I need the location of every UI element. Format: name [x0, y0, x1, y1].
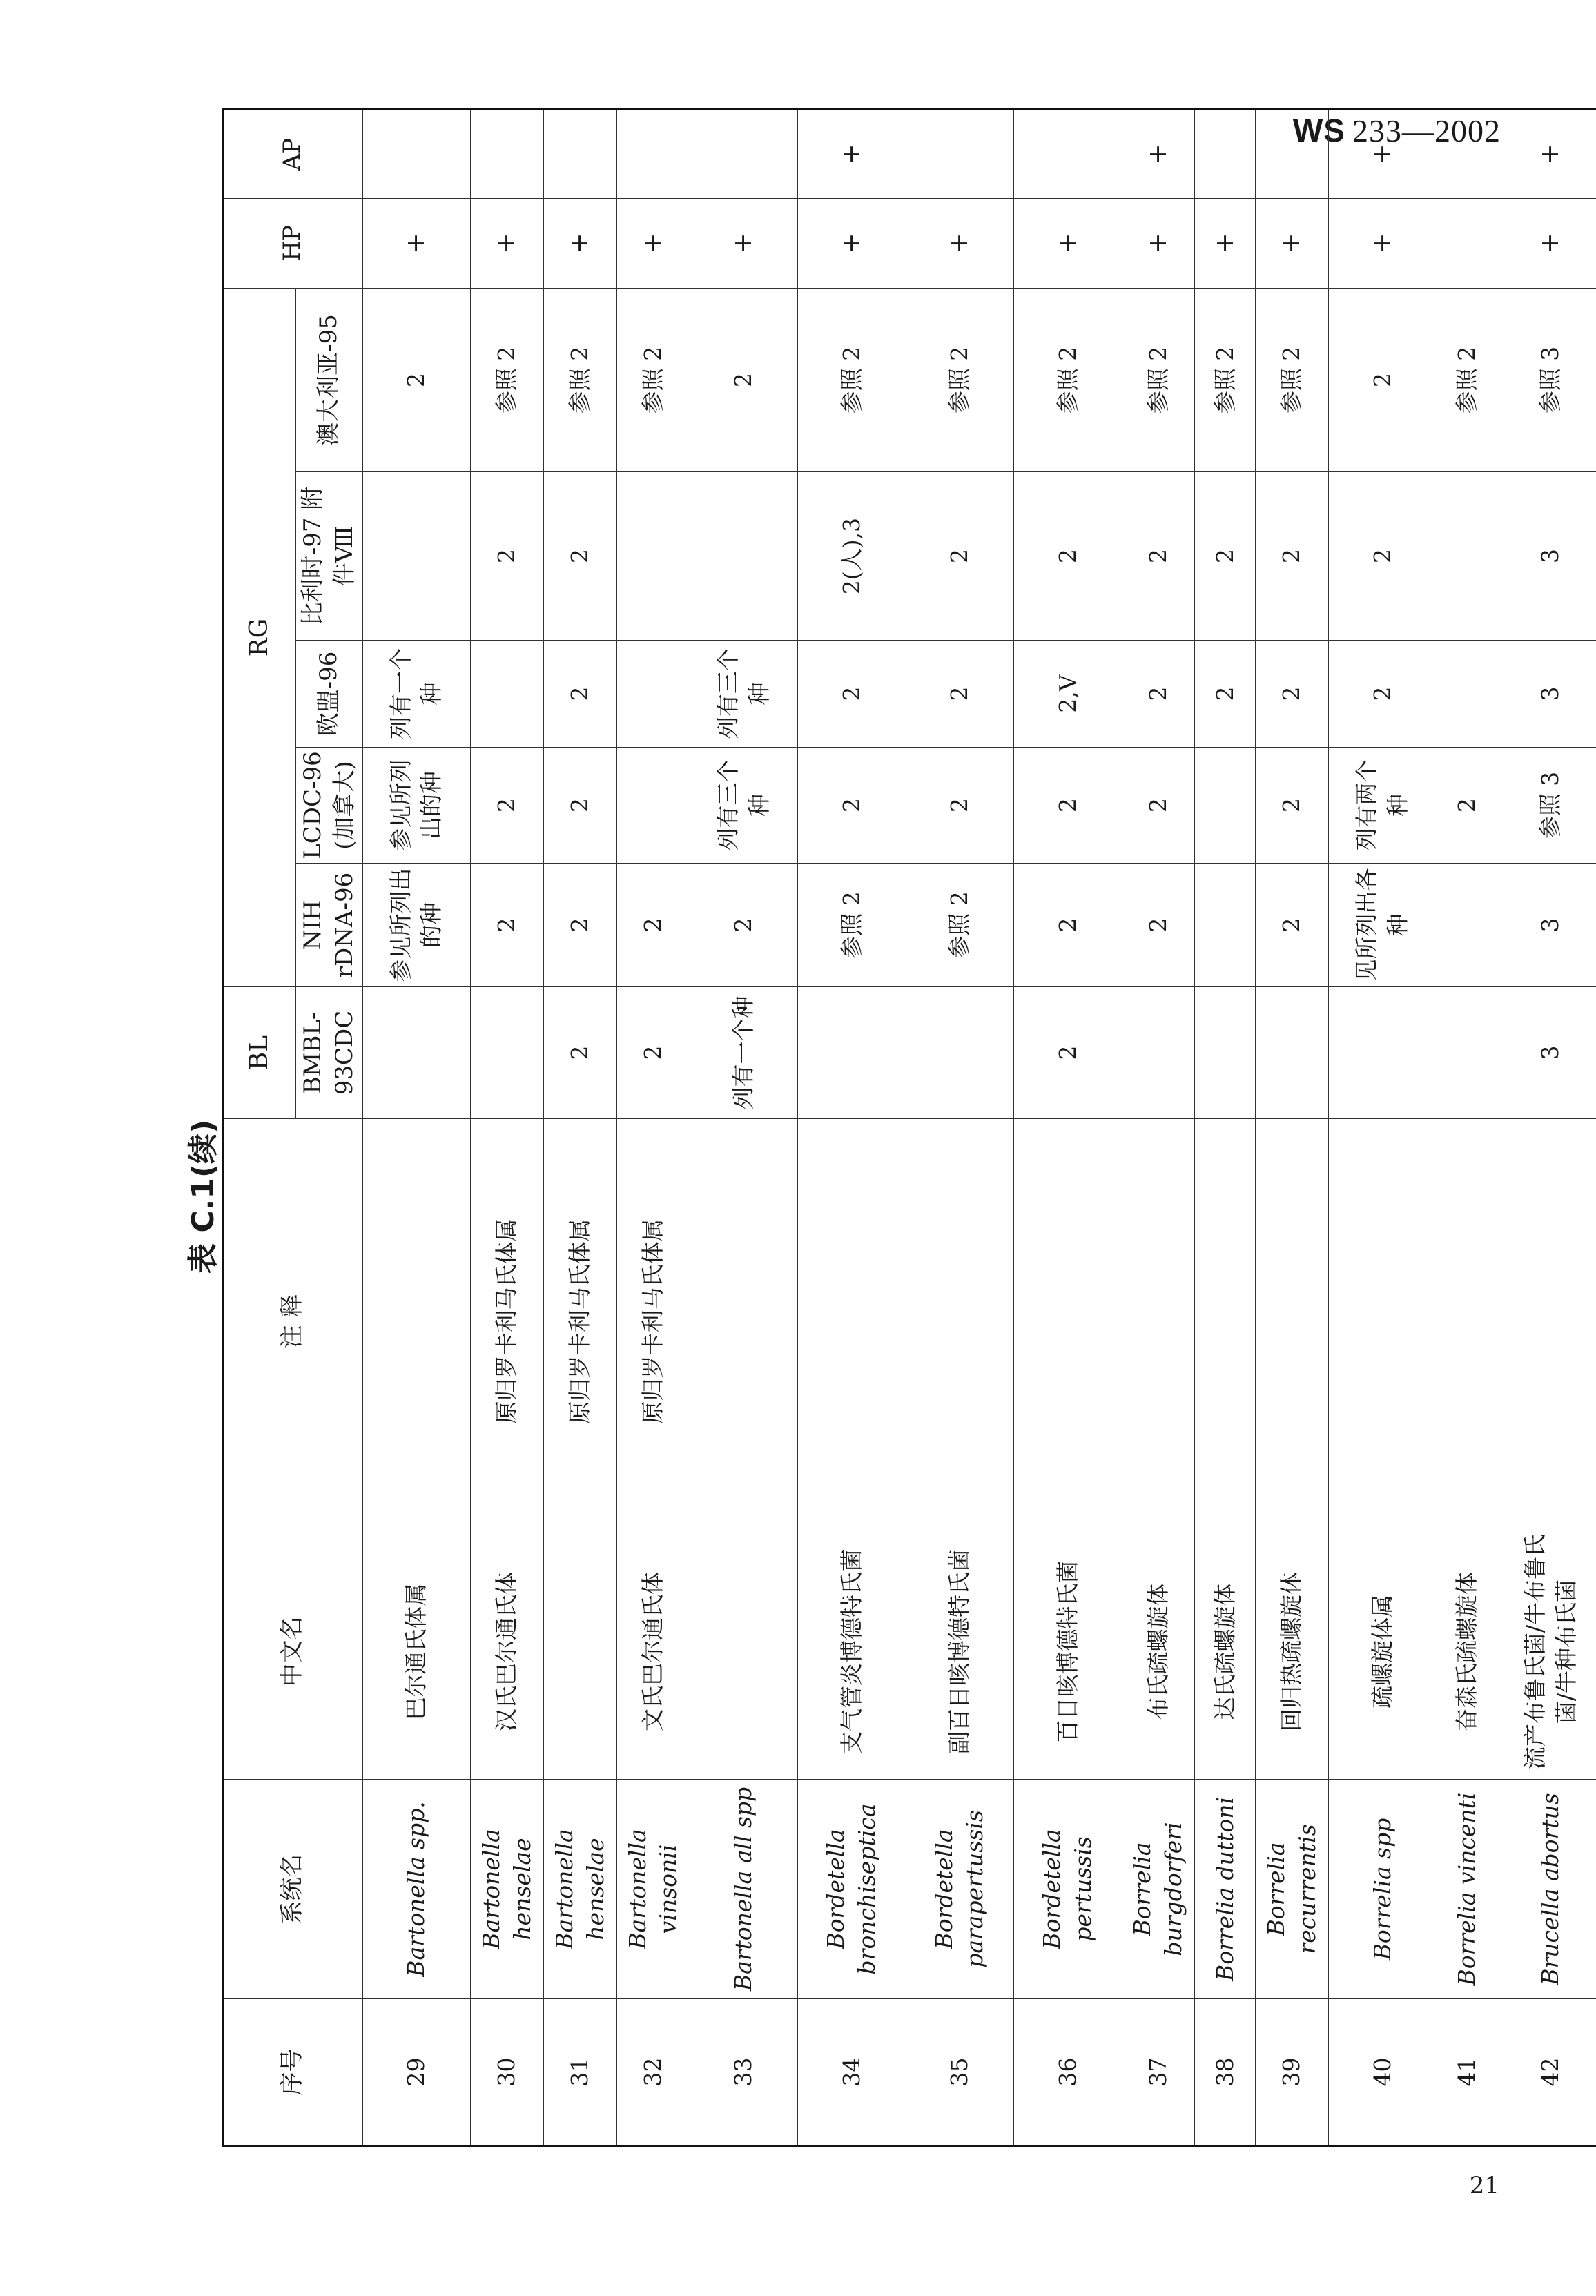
header-eu: 欧盟-96	[296, 641, 363, 748]
australia-cell: 2	[362, 288, 470, 471]
table-row	[1256, 109, 1329, 2146]
cn-name-cell: 百日咳博德特氏菌	[1014, 1524, 1122, 1780]
ap-cell	[1014, 109, 1122, 198]
ap-cell	[1195, 109, 1256, 198]
belgium-cell: 2	[906, 472, 1013, 641]
ap-cell	[690, 109, 797, 198]
eu-cell: 2	[544, 641, 617, 748]
lcdc-cell: 2	[1014, 748, 1122, 864]
sci-name-cell: Brucella abortus	[1497, 1780, 1596, 1999]
seq-cell: 36	[1014, 1999, 1122, 2146]
header-cn-name: 中文名	[223, 1524, 363, 1780]
cn-name-cell: 布氏疏螺旋体	[1122, 1524, 1195, 1780]
header-lcdc: LCDC-96 (加拿大)	[296, 748, 363, 864]
ap-cell	[906, 109, 1013, 198]
belgium-cell: 2	[1256, 472, 1329, 641]
seq-cell: 37	[1122, 1999, 1195, 2146]
belgium-cell: 2	[1014, 472, 1122, 641]
eu-cell	[616, 641, 690, 748]
lcdc-cell: 2	[1437, 748, 1497, 864]
note-cell	[906, 1119, 1013, 1524]
belgium-cell: 2	[544, 472, 617, 641]
seq-cell: 38	[1195, 1999, 1256, 2146]
eu-cell: 2	[1329, 641, 1437, 748]
cn-name-cell: 达氏疏螺旋体	[1195, 1524, 1256, 1780]
note-cell	[798, 1119, 906, 1524]
lcdc-cell: 2	[1122, 748, 1195, 864]
table-row	[616, 109, 690, 2146]
doc-code-number: 233—2002	[1352, 113, 1501, 148]
note-cell	[690, 1119, 797, 1524]
note-cell: 原归罗卡利马氏体属	[616, 1119, 690, 1524]
doc-code-prefix: WS	[1292, 113, 1345, 148]
lcdc-cell	[616, 748, 690, 864]
seq-cell: 35	[906, 1999, 1013, 2146]
belgium-cell	[690, 472, 797, 641]
hp-cell: +	[1122, 198, 1195, 288]
australia-cell: 参照 2	[1122, 288, 1195, 471]
bl-cell	[1256, 987, 1329, 1119]
australia-cell: 2	[1329, 288, 1437, 471]
note-cell	[1497, 1119, 1596, 1524]
eu-cell: 列有一个种	[362, 641, 470, 748]
belgium-cell: 2	[1329, 472, 1437, 641]
table-row	[1014, 109, 1122, 2146]
cn-name-cell: 副百日咳博德特氏菌	[906, 1524, 1013, 1780]
lcdc-cell: 2	[906, 748, 1013, 864]
bl-cell: 列有一个种	[690, 987, 797, 1119]
bl-cell: 2	[616, 987, 690, 1119]
nih-cell: 2	[616, 864, 690, 987]
sci-name-cell: Bartonella vinsonii	[616, 1780, 690, 1999]
ap-cell: +	[1122, 109, 1195, 198]
nih-cell: 2	[1256, 864, 1329, 987]
seq-cell: 40	[1329, 1999, 1437, 2146]
cn-name-cell: 文氏巴尔通氏体	[616, 1524, 690, 1780]
eu-cell	[1437, 641, 1497, 748]
sci-name-cell: Bordetella parapertussis	[906, 1780, 1013, 1999]
nih-cell: 2	[544, 864, 617, 987]
lcdc-cell: 2	[798, 748, 906, 864]
ap-cell	[544, 109, 617, 198]
eu-cell: 2	[1122, 641, 1195, 748]
header-rg: RG	[223, 288, 296, 986]
bl-cell	[1195, 987, 1256, 1119]
header-note: 注 释	[223, 1119, 363, 1524]
cn-name-cell: 疏螺旋体属	[1329, 1524, 1437, 1780]
bl-cell: 2	[1014, 987, 1122, 1119]
header-ap: AP	[223, 109, 363, 198]
australia-cell: 参照 3	[1497, 288, 1596, 471]
bl-cell: 3	[1497, 987, 1596, 1119]
nih-cell: 2	[1122, 864, 1195, 987]
header-australia: 澳大利亚-95	[296, 288, 363, 471]
hp-cell: +	[616, 198, 690, 288]
table-row	[1195, 109, 1256, 2146]
cn-name-cell	[544, 1524, 617, 1780]
sci-name-cell: Bartonella henselae	[544, 1780, 617, 1999]
data-table	[222, 108, 1596, 2147]
hp-cell	[1437, 198, 1497, 288]
belgium-cell: 2	[1122, 472, 1195, 641]
table-row	[906, 109, 1013, 2146]
table-row	[1122, 109, 1195, 2146]
eu-cell: 2,V	[1014, 641, 1122, 748]
hp-cell: +	[690, 198, 797, 288]
hp-cell: +	[362, 198, 470, 288]
sci-name-cell: Bordetella pertussis	[1014, 1780, 1122, 1999]
bl-cell	[471, 987, 544, 1119]
cn-name-cell	[690, 1524, 797, 1780]
header-seq: 序号	[223, 1999, 363, 2146]
table-caption: 表 C.1(续)	[186, 1119, 221, 1274]
note-cell	[1014, 1119, 1122, 1524]
hp-cell: +	[1497, 198, 1596, 288]
belgium-cell: 2(人),3	[798, 472, 906, 641]
nih-cell: 见所列出各种	[1329, 864, 1437, 987]
cn-name-cell: 支气管炎博德特氏菌	[798, 1524, 906, 1780]
nih-cell	[1437, 864, 1497, 987]
nih-cell: 3	[1497, 864, 1596, 987]
lcdc-cell: 2	[471, 748, 544, 864]
ap-cell	[362, 109, 470, 198]
nih-cell: 2	[690, 864, 797, 987]
ap-cell	[1437, 109, 1497, 198]
seq-cell: 32	[616, 1999, 690, 2146]
hp-cell: +	[471, 198, 544, 288]
note-cell	[1195, 1119, 1256, 1524]
eu-cell: 2	[1195, 641, 1256, 748]
sci-name-cell: Bordetella bronchiseptica	[798, 1780, 906, 1999]
rotated-table-block	[177, 110, 1596, 2147]
seq-cell: 33	[690, 1999, 797, 2146]
note-cell: 原归罗卡利马氏体属	[471, 1119, 544, 1524]
note-cell	[1122, 1119, 1195, 1524]
lcdc-cell: 列有两个种	[1329, 748, 1437, 864]
hp-cell: +	[1014, 198, 1122, 288]
note-cell	[1329, 1119, 1437, 1524]
belgium-cell: 2	[471, 472, 544, 641]
sci-name-cell: Bartonella spp.	[362, 1780, 470, 1999]
sci-name-cell: Borrelia burgdorferi	[1122, 1780, 1195, 1999]
page-number: 21	[1469, 2172, 1499, 2199]
belgium-cell	[1437, 472, 1497, 641]
cn-name-cell: 回归热疏螺旋体	[1256, 1524, 1329, 1780]
eu-cell	[471, 641, 544, 748]
hp-cell: +	[1195, 198, 1256, 288]
hp-cell: +	[1329, 198, 1437, 288]
belgium-cell	[616, 472, 690, 641]
australia-cell: 参照 2	[471, 288, 544, 471]
australia-cell: 参照 2	[1014, 288, 1122, 471]
australia-cell: 参照 2	[1437, 288, 1497, 471]
bl-cell	[798, 987, 906, 1119]
australia-cell: 参照 2	[1256, 288, 1329, 471]
nih-cell: 参照 2	[798, 864, 906, 987]
australia-cell: 参照 2	[616, 288, 690, 471]
sci-name-cell: Borrelia duttoni	[1195, 1780, 1256, 1999]
table-row	[544, 109, 617, 2146]
ap-cell: +	[1329, 109, 1437, 198]
header-sci-name: 系统名	[223, 1780, 363, 1999]
australia-cell: 参照 2	[906, 288, 1013, 471]
lcdc-cell: 2	[544, 748, 617, 864]
belgium-cell: 2	[1195, 472, 1256, 641]
cn-name-cell: 奋森氏疏螺旋体	[1437, 1524, 1497, 1780]
header-bmbl: BMBL-93CDC	[296, 987, 363, 1119]
australia-cell: 参照 2	[544, 288, 617, 471]
bl-cell	[906, 987, 1013, 1119]
table-row	[362, 109, 470, 2146]
sci-name-cell: Bartonella all spp	[690, 1780, 797, 1999]
australia-cell: 2	[690, 288, 797, 471]
header-bl: BL	[223, 987, 296, 1119]
table-body	[362, 109, 1596, 2146]
belgium-cell	[362, 472, 470, 641]
hp-cell: +	[906, 198, 1013, 288]
eu-cell: 2	[1256, 641, 1329, 748]
lcdc-cell: 参见所列出的种	[362, 748, 470, 864]
nih-cell: 2	[471, 864, 544, 987]
eu-cell: 列有三个种	[690, 641, 797, 748]
ap-cell: +	[1497, 109, 1596, 198]
sci-name-cell: Bartonella henselae	[471, 1780, 544, 1999]
hp-cell: +	[798, 198, 906, 288]
bl-cell	[1122, 987, 1195, 1119]
table-row	[690, 109, 797, 2146]
lcdc-cell	[1195, 748, 1256, 864]
nih-cell	[1195, 864, 1256, 987]
bl-cell	[362, 987, 470, 1119]
ap-cell	[471, 109, 544, 198]
australia-cell: 参照 2	[798, 288, 906, 471]
seq-cell: 34	[798, 1999, 906, 2146]
cn-name-cell: 汉氏巴尔通氏体	[471, 1524, 544, 1780]
lcdc-cell: 列有三个种	[690, 748, 797, 864]
cn-name-cell: 巴尔通氏体属	[362, 1524, 470, 1780]
sci-name-cell: Borrelia recurrentis	[1256, 1780, 1329, 1999]
sci-name-cell: Borrelia spp	[1329, 1780, 1437, 1999]
nih-cell: 参照 2	[906, 864, 1013, 987]
header-nih: NIH rDNA-96	[296, 864, 363, 987]
bl-cell	[1329, 987, 1437, 1119]
eu-cell: 3	[1497, 641, 1596, 748]
note-cell	[362, 1119, 470, 1524]
seq-cell: 31	[544, 1999, 617, 2146]
cn-name-cell: 流产布鲁氏菌/牛布鲁氏菌/牛种布氏菌	[1497, 1524, 1596, 1780]
seq-cell: 39	[1256, 1999, 1329, 2146]
lcdc-cell: 2	[1256, 748, 1329, 864]
seq-cell: 29	[362, 1999, 470, 2146]
australia-cell: 参照 2	[1195, 288, 1256, 471]
note-cell	[1256, 1119, 1329, 1524]
belgium-cell: 3	[1497, 472, 1596, 641]
hp-cell: +	[1256, 198, 1329, 288]
seq-cell: 41	[1437, 1999, 1497, 2146]
table-row	[1437, 109, 1497, 2146]
sci-name-cell: Borrelia vincenti	[1437, 1780, 1497, 1999]
note-cell	[1437, 1119, 1497, 1524]
eu-cell: 2	[798, 641, 906, 748]
hp-cell: +	[544, 198, 617, 288]
seq-cell: 42	[1497, 1999, 1596, 2146]
table-row	[471, 109, 544, 2146]
note-cell: 原归罗卡利马氏体属	[544, 1119, 617, 1524]
ap-cell	[616, 109, 690, 198]
table-row	[1329, 109, 1437, 2146]
bl-cell: 2	[544, 987, 617, 1119]
eu-cell: 2	[906, 641, 1013, 748]
bl-cell	[1437, 987, 1497, 1119]
header-hp: HP	[223, 198, 363, 288]
ap-cell: +	[798, 109, 906, 198]
seq-cell: 30	[471, 1999, 544, 2146]
lcdc-cell: 参照 3	[1497, 748, 1596, 864]
nih-cell: 2	[1014, 864, 1122, 987]
nih-cell: 参见所列出的种	[362, 864, 470, 987]
table-row	[1497, 109, 1596, 2146]
table-row	[798, 109, 906, 2146]
header-belgium: 比利时-97 附件Ⅷ	[296, 472, 363, 641]
ap-cell	[1256, 109, 1329, 198]
